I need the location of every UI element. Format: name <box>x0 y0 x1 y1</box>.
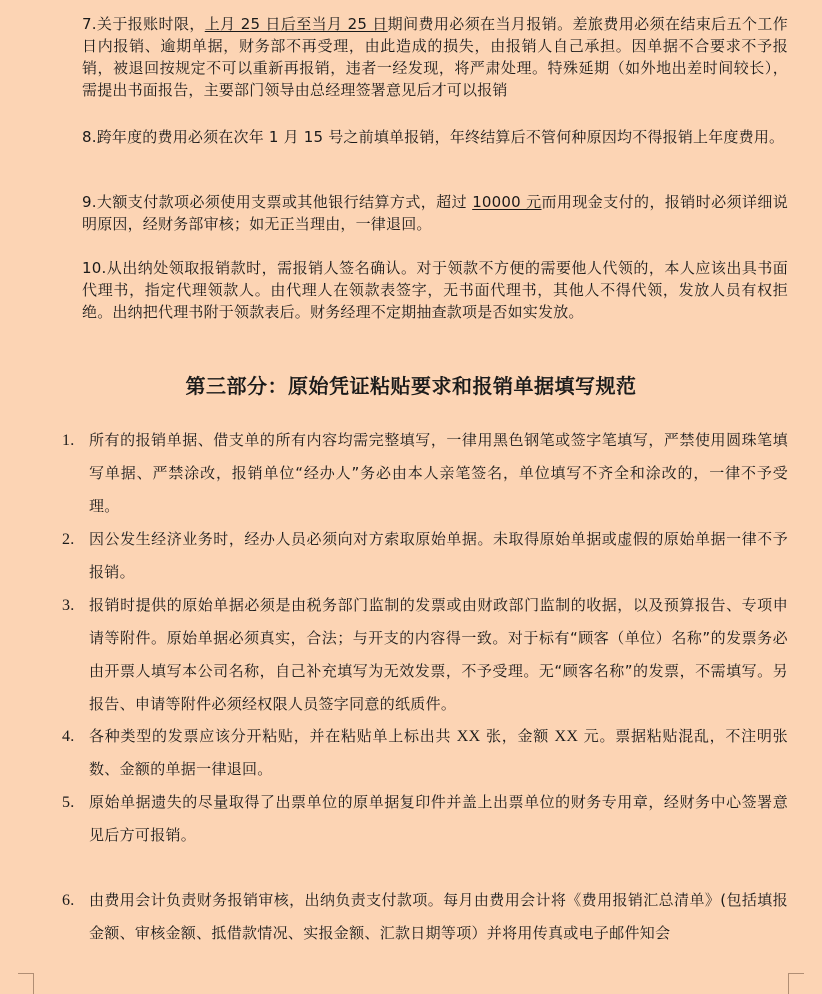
list-item-1 <box>62 424 788 523</box>
placeholder-amount: XX <box>554 728 579 745</box>
list-item-6 <box>62 884 788 950</box>
page-corner-mark-left <box>18 973 34 994</box>
placeholder-count: XX <box>456 728 481 745</box>
list-number: 4. <box>62 728 75 745</box>
paragraph-10: 10.从出纳处领取报销款时，需报销人签名确认。对于领款不方便的需要他人代领的，本人应该出具书面代理书，指定代理领款人。由代理人在领款表签字，无书面代理书，其他人不得代领，发放人员有权拒绝。出纳把代理书附于领款表后。财务经理不定期抽查款项是否如实发放。 <box>82 259 788 321</box>
list-item-text: 原始单据遗失的尽量取得了出票单位的原单据复印件并盖上出票单位的财务专用章，经财务中心签署意见后方可报销。 <box>89 793 788 844</box>
list-item-4 <box>62 720 788 786</box>
list-item-4-part3: 元。票据粘贴混乱，不注明张数、金额的单据一律退回。 <box>89 727 788 778</box>
underlined-amount: 10000 元 <box>472 193 542 211</box>
paragraph-8: 8.跨年度的费用必须在次年 1 月 15 号之前填单报销，年终结算后不管何种原因均不得报销上年度费用。 <box>82 128 785 146</box>
list-number: 6. <box>62 892 75 909</box>
list-item-text: 报销时提供的原始单据必须是由税务部门监制的发票或由财政部门监制的收据，以及预算报告、专项申请等附件。原始单据必须真实，合法；与开支的内容得一致。对于标有“顾客（单位）名称”的发票务必由开票人填写本公司名称，自己补充填写为无效发票，不予受理。无“顾客名称”的发票，不需填写。另报告、申请等附件必须经权限人员签字同意的纸质件。 <box>89 596 788 713</box>
list-number: 3. <box>62 597 75 614</box>
list-number: 1. <box>62 432 75 449</box>
page-corner-mark-right <box>788 973 804 994</box>
paragraph-7-prefix: 7.关于报账时限， <box>82 15 205 33</box>
list-item-3 <box>62 589 788 721</box>
list-item-5 <box>62 786 788 852</box>
paragraph-9-suffix: 而用现金支付的，报销时必须详细说明原因，经财务部审核；如无正当理由，一律退回。 <box>82 193 789 233</box>
paragraph-9 <box>82 191 788 235</box>
paragraph-7 <box>82 13 788 101</box>
paragraph-7-suffix: 期间费用必须在当月报销。差旅费用必须在结束后五个工作日内报销、逾期单据，财务部不再受理，由此造成的损失，由报销人自己承担。因单据不合要求不予报销，被退回按规定不可以重新再报销，违者一经发现，将严肃处理。特殊延期（如外地出差时间较长），需提出书面报告，主要部门领导由总经理签署意见后才可以报销 <box>82 15 788 99</box>
list-item-4-part1: 各种类型的发票应该分开粘贴，并在粘贴单上标出共 <box>89 727 457 745</box>
section-title: 第三部分：原始凭证粘贴要求和报销单据填写规范 <box>185 374 637 398</box>
list-item-2 <box>62 523 788 589</box>
paragraph-9-prefix: 9.大额支付款项必须使用支票或其他银行结算方式，超过 <box>82 193 473 211</box>
list-item-4-part2: 张，金额 <box>480 727 555 745</box>
list-item-text <box>89 720 788 786</box>
list-item-text: 由费用会计负责财务报销审核，出纳负责支付款项。每月由费用会计将《费用报销汇总清单》(包括填报金额、审核金额、抵借款情况、实报金额、汇款日期等项）并将用传真或电子邮件知会 <box>89 891 788 942</box>
underlined-date-range: 上月 25 日后至当月 25 日 <box>204 15 388 33</box>
list-number: 5. <box>62 794 75 811</box>
list-item-text: 因公发生经济业务时，经办人员必须向对方索取原始单据。未取得原始单据或虚假的原始单据一律不予报销。 <box>89 530 788 581</box>
list-number: 2. <box>62 531 75 548</box>
list-item-text: 所有的报销单据、借支单的所有内容均需完整填写，一律用黑色钢笔或签字笔填写，严禁使用圆珠笔填写单据、严禁涂改，报销单位“经办人”务必由本人亲笔签名，单位填写不齐全和涂改的，一律不予受理。 <box>89 431 788 515</box>
